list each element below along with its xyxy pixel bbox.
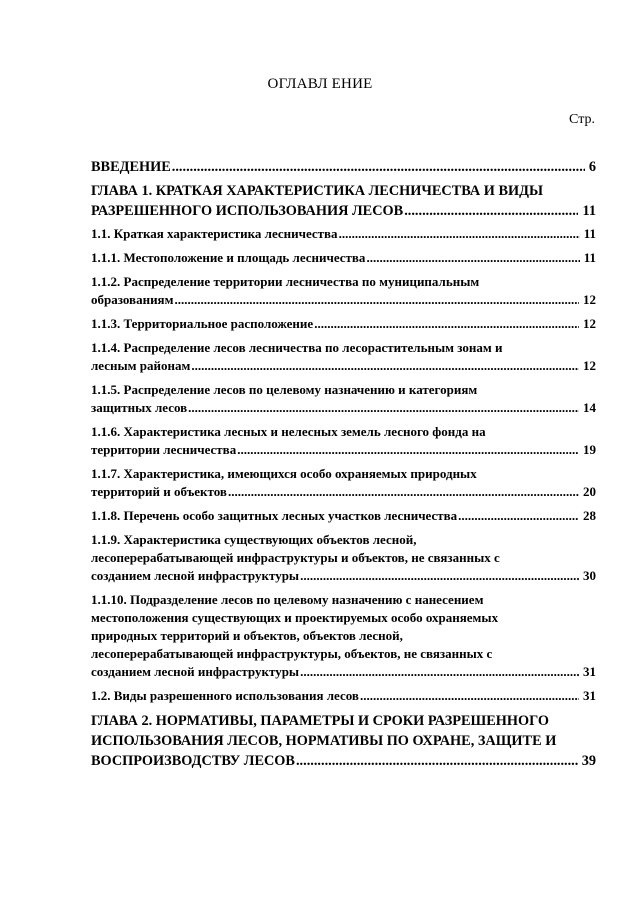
toc-entry-leader-row bbox=[91, 399, 596, 417]
toc-entry-title: РАЗРЕШЕННОГО ИСПОЛЬЗОВАНИЯ ЛЕСОВ bbox=[91, 203, 404, 219]
toc-entry-leader-row bbox=[91, 357, 596, 375]
toc-entry-line: лесоперерабатывающей инфраструктуры, объектов, не связанных с bbox=[91, 646, 493, 661]
toc-entry-title: 1.2. Виды разрешенного использования лесов bbox=[91, 688, 359, 703]
toc-entry[interactable] bbox=[91, 465, 596, 501]
toc-entry-leader-row bbox=[91, 157, 596, 177]
toc-entry-leader-row bbox=[91, 567, 596, 585]
toc-entry[interactable] bbox=[91, 157, 596, 177]
table-of-contents bbox=[91, 157, 596, 775]
toc-entry-title: 1.1. Краткая характеристика лесничества bbox=[91, 226, 338, 241]
dot-leader bbox=[237, 441, 579, 459]
toc-entry-title: ВОСПРОИЗВОДСТВУ ЛЕСОВ bbox=[91, 753, 295, 769]
toc-entry-page-number: 31 bbox=[583, 664, 596, 679]
toc-entry-page-number: 11 bbox=[582, 203, 596, 219]
toc-entry-line: 1.1.2. Распределение территории лесничества по муниципальным bbox=[91, 274, 480, 289]
toc-entry-line: 1.1.10. Подразделение лесов по целевому назначению с нанесением bbox=[91, 592, 484, 607]
toc-entry[interactable] bbox=[91, 181, 596, 221]
toc-entry[interactable] bbox=[91, 249, 596, 267]
toc-entry-line: 1.1.4. Распределение лесов лесничества по лесорастительным зонам и bbox=[91, 340, 503, 355]
toc-entry-page-number: 12 bbox=[583, 316, 596, 331]
toc-entry-page-number: 6 bbox=[588, 159, 596, 175]
toc-entry[interactable] bbox=[91, 687, 596, 705]
dot-leader bbox=[339, 225, 580, 243]
toc-entry-page-number: 14 bbox=[583, 400, 596, 415]
toc-entry-title: образованиям bbox=[91, 292, 174, 307]
toc-entry[interactable] bbox=[91, 225, 596, 243]
toc-entry-leader-row bbox=[91, 315, 596, 333]
toc-entry-line: 1.1.5. Распределение лесов по целевому назначению и категориям bbox=[91, 382, 478, 397]
toc-entry-page-number: 11 bbox=[583, 250, 596, 265]
toc-entry-title: ВВЕДЕНИЕ bbox=[91, 159, 171, 175]
toc-entry-title: территорий и объектов bbox=[91, 484, 227, 499]
toc-entry[interactable] bbox=[91, 591, 596, 681]
dot-leader bbox=[300, 663, 579, 681]
toc-entry-line: 1.1.6. Характеристика лесных и нелесных земель лесного фонда на bbox=[91, 424, 486, 439]
dot-leader bbox=[191, 357, 579, 375]
toc-entry-line: природных территорий и объектов, объектов лесной, bbox=[91, 628, 403, 643]
toc-entry[interactable] bbox=[91, 273, 596, 309]
toc-entry-leader-row bbox=[91, 507, 596, 525]
toc-entry-line: ИСПОЛЬЗОВАНИЯ ЛЕСОВ, НОРМАТИВЫ ПО ОХРАНЕ, ЗАЩИТЕ И bbox=[91, 733, 557, 749]
toc-entry[interactable] bbox=[91, 315, 596, 333]
page-column-label: Стр. bbox=[569, 112, 595, 127]
dot-leader bbox=[458, 507, 579, 525]
document-title: ОГЛАВЛ ЕНИЕ bbox=[267, 76, 373, 92]
dot-leader bbox=[188, 399, 579, 417]
toc-entry[interactable] bbox=[91, 531, 596, 585]
toc-entry-page-number: 19 bbox=[583, 442, 596, 457]
toc-entry-title: созданием лесной инфраструктуры bbox=[91, 664, 300, 679]
toc-entry-page-number: 31 bbox=[583, 688, 596, 703]
toc-entry-page-number: 28 bbox=[583, 508, 596, 523]
toc-entry[interactable] bbox=[91, 381, 596, 417]
toc-entry-title: лесным районам bbox=[91, 358, 191, 373]
toc-entry-title: защитных лесов bbox=[91, 400, 188, 415]
toc-entry-title: 1.1.8. Перечень особо защитных лесных участков лесничества bbox=[91, 508, 458, 523]
toc-entry-page-number: 39 bbox=[581, 753, 596, 769]
dot-leader bbox=[228, 483, 579, 501]
toc-entry-leader-row bbox=[91, 687, 596, 705]
toc-entry-leader-row bbox=[91, 483, 596, 501]
toc-entry-line: 1.1.7. Характеристика, имеющихся особо охраняемых природных bbox=[91, 466, 477, 481]
toc-entry-line: 1.1.9. Характеристика существующих объектов лесной, bbox=[91, 532, 417, 547]
dot-leader bbox=[300, 567, 579, 585]
toc-entry-leader-row bbox=[91, 663, 596, 681]
toc-entry[interactable] bbox=[91, 711, 596, 771]
toc-entry-line: ГЛАВА 1. КРАТКАЯ ХАРАКТЕРИСТИКА ЛЕСНИЧЕСТВА И ВИДЫ bbox=[91, 183, 544, 199]
toc-entry-leader-row bbox=[91, 225, 596, 243]
toc-entry[interactable] bbox=[91, 423, 596, 459]
toc-entry-page-number: 30 bbox=[583, 568, 596, 583]
toc-entry-line: местоположения существующих и проектируемых особо охраняемых bbox=[91, 610, 499, 625]
toc-entry[interactable] bbox=[91, 339, 596, 375]
dot-leader bbox=[172, 157, 585, 177]
dot-leader bbox=[366, 249, 579, 267]
toc-entry-line: лесоперерабатывающей инфраструктуры и объектов, не связанных с bbox=[91, 550, 500, 565]
toc-entry-leader-row bbox=[91, 751, 596, 771]
dot-leader bbox=[360, 687, 579, 705]
dot-leader bbox=[314, 315, 579, 333]
toc-entry-leader-row bbox=[91, 201, 596, 221]
toc-entry-title: 1.1.3. Территориальное расположение bbox=[91, 316, 314, 331]
toc-entry-title: созданием лесной инфраструктуры bbox=[91, 568, 300, 583]
dot-leader bbox=[296, 751, 578, 771]
toc-entry-page-number: 12 bbox=[583, 292, 596, 307]
toc-entry-page-number: 12 bbox=[583, 358, 596, 373]
dot-leader bbox=[174, 291, 579, 309]
dot-leader bbox=[404, 201, 578, 221]
toc-entry-title: 1.1.1. Местоположение и площадь лесничества bbox=[91, 250, 366, 265]
toc-entry-leader-row bbox=[91, 291, 596, 309]
toc-entry-title: территории лесничества bbox=[91, 442, 237, 457]
toc-entry-page-number: 20 bbox=[583, 484, 596, 499]
toc-entry-leader-row bbox=[91, 249, 596, 267]
toc-entry-page-number: 11 bbox=[583, 226, 596, 241]
toc-entry[interactable] bbox=[91, 507, 596, 525]
toc-entry-line: ГЛАВА 2. НОРМАТИВЫ, ПАРАМЕТРЫ И СРОКИ РАЗРЕШЕННОГО bbox=[91, 713, 549, 729]
toc-entry-leader-row bbox=[91, 441, 596, 459]
